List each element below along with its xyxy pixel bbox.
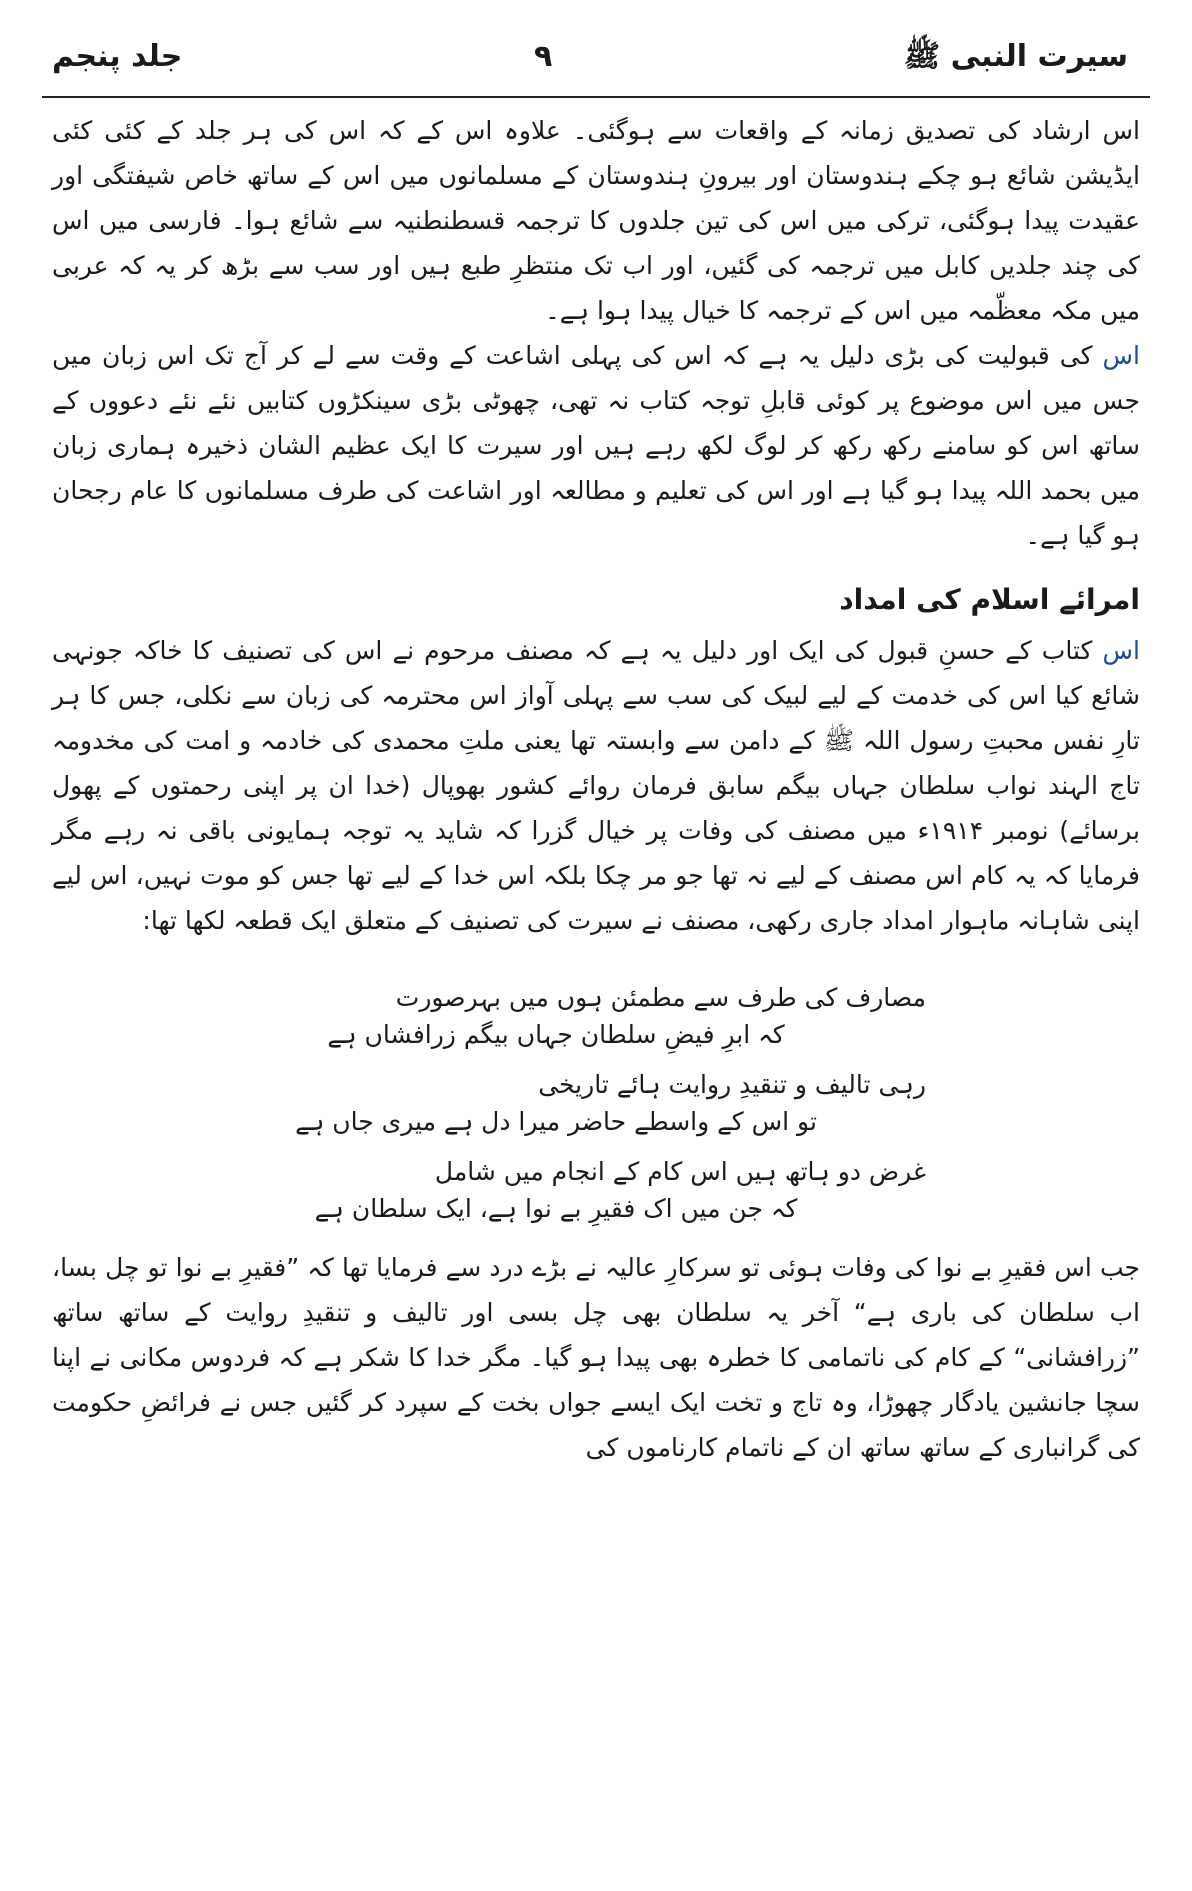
paragraph-2	[42, 333, 1150, 558]
poem-line: مصارف کی طرف سے مطمئن ہوں میں بہرصورت	[395, 983, 926, 1012]
running-header	[42, 38, 1150, 98]
poem-verse	[266, 1153, 926, 1227]
poem-line: تو اس کے واسطے حاضر میرا دل ہے میری جاں ہے	[295, 1107, 817, 1136]
section-heading: امرائے اسلام کی امداد	[839, 583, 1140, 616]
paragraph-1: اس ارشاد کی تصدیق زمانہ کے واقعات سے ہوگئی۔ علاوہ اس کے کہ اس کی ہر جلد کے کئی کئی ایڈیشن شائع ہو چکے ہندوستان اور بیرونِ ہندوستان کے مسلمانوں میں اس کے ساتھ خاص شیفتگی اور عقیدت پیدا ہوگئی، ترکی میں اس کی تین جلدوں کا ترجمہ قسطنطنیہ سے شائع ہوا۔ فارسی میں اس کی چند جلدیں کابل میں ترجمہ کی گئیں، اور اب تک منتظرِ طبع ہیں اور سب سے بڑھ کر یہ کہ عربی میں مکہ معظّمہ میں اس کے ترجمہ کا خیال پیدا ہوا ہے۔	[52, 116, 1140, 325]
book-title: سیرت النبی ﷺ	[903, 39, 1128, 74]
paragraph-3	[42, 628, 1150, 943]
paragraph-3-body: کتاب کے حسنِ قبول کی ایک اور دلیل یہ ہے کہ مصنف مرحوم نے اس کی تصنیف کا خاکہ جونہی شائع کیا اس کی خدمت کے لیے لبیک کی سب سے پہلی آواز اس محترمہ کی زبان سے نکلی، جس کا ہر تارِ نفس محبتِ رسول اللہ ﷺ کے دامن سے وابستہ تھا یعنی ملتِ محمدی کی خادمہ و امت کی مخدومہ تاج الہند نواب سلطان جہاں بیگم سابق فرمان روائے کشور بھوپال (خدا ان پر اپنی رحمتوں کے پھول برسائے) نومبر ۱۹۱۴ء میں مصنف کی وفات پر خیال گزرا کہ شاید یہ توجہ ہمایونی باقی نہ رہے مگر فرمایا کہ یہ کام اس مصنف کے لیے نہ تھا جو مر چکا بلکہ اس خدا کے لیے تھا جس کو موت نہیں، اس لیے اپنی شاہانہ ماہوار امداد جاری رکھی، مصنف نے سیرت کی تصنیف کے متعلق ایک قطعہ لکھا تھا:	[52, 636, 1140, 935]
paragraph-2-body: کی قبولیت کی بڑی دلیل یہ ہے کہ اس کی پہلی اشاعت کے وقت سے لے کر آج تک اس زبان میں جس میں اس موضوع پر کوئی قابلِ توجہ کتاب نہ تھی، چھوٹی بڑی سینکڑوں کتابیں نئے نئے دعووں کے ساتھ اس کو سامنے رکھ رکھ کر لوگ لکھ رہے ہیں اور سیرت کا ایک عظیم الشان ذخیرہ ہماری زبان میں بحمد اللہ پیدا ہو گیا ہے اور اس کی تعلیم و مطالعہ اور اشاعت کی طرف مسلمانوں کا عام رجحان ہو گیا ہے۔	[52, 341, 1140, 550]
poem-line: کہ ابرِ فیضِ سلطان جہاں بیگم زرافشاں ہے	[327, 1020, 785, 1049]
paragraph-3-initial: اس	[1102, 636, 1140, 665]
volume-label: جلد پنجم	[52, 39, 183, 74]
paragraph-4: جب اس فقیرِ بے نوا کی وفات ہوئی تو سرکارِ عالیہ نے بڑے درد سے فرمایا تھا کہ ”فقیرِ بے نوا تو چل بسا، اب سلطان کی باری ہے“ آخر یہ سلطان بھی چل بسی اور تالیف و تنقیدِ روایت کے ساتھ ساتھ ”زرافشانی“ کے کام کی ناتمامی کا خطرہ بھی پیدا ہو گیا۔ مگر خدا کا شکر ہے کہ فردوس مکانی نے اپنا سچا جانشین یادگار چھوڑا، وہ تاج و تخت ایک ایسے جواں بخت کے سپرد کر گئیں جس نے فرائضِ حکومت کی گرانباری کے ساتھ ساتھ ان کے ناتمام کارناموں کی	[52, 1253, 1140, 1462]
poem-verse	[266, 979, 926, 1053]
page-number: ۹	[533, 39, 553, 74]
poem-line: غرض دو ہاتھ ہیں اس کام کے انجام میں شامل	[434, 1157, 926, 1186]
poem-verse	[266, 1066, 926, 1140]
poem-block	[266, 979, 926, 1227]
poem-line: رہی تالیف و تنقیدِ روایت ہائے تاریخی	[538, 1070, 926, 1099]
poem-line: کہ جن میں اک فقیرِ بے نوا ہے، ایک سلطان ہے	[314, 1194, 798, 1223]
paragraph-2-initial: اس	[1102, 341, 1140, 370]
